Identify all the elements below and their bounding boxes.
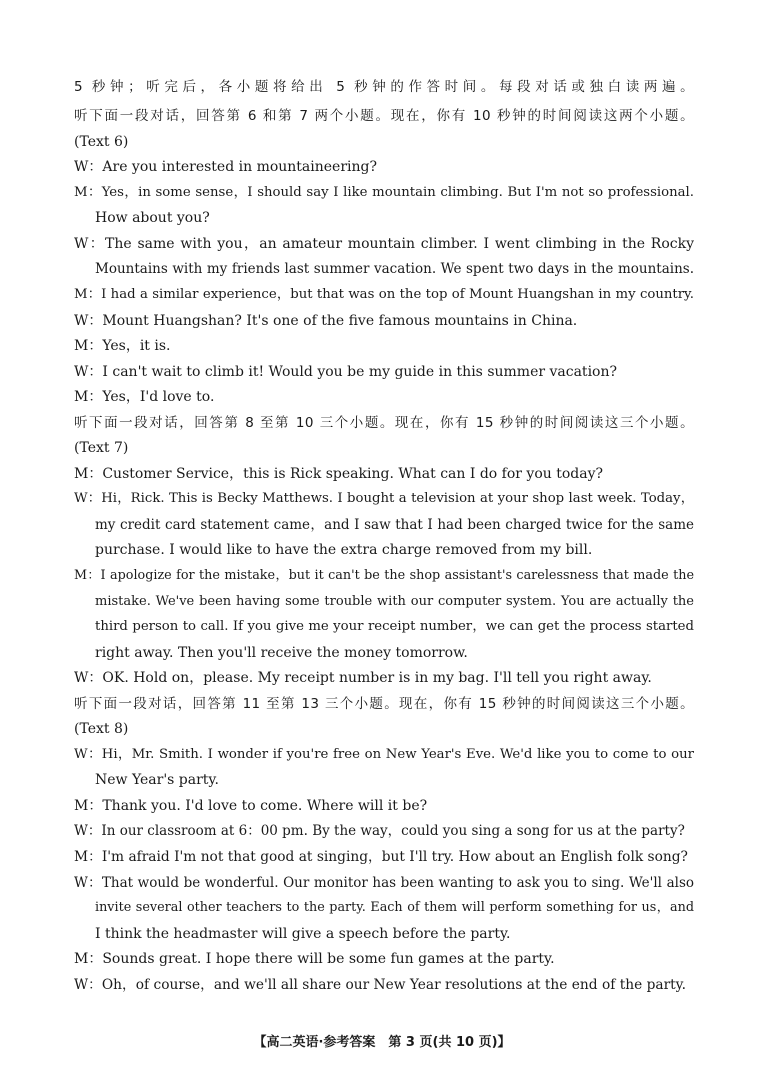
dialogue-line: Mountains with my friends last summer vacation. We spent two days in the mountains. xyxy=(95,261,694,277)
instruction-line: 听下面一段对话，回答第 8 至第 10 三个小题。现在，你有 15 秒钟的时间阅读这三个小题。 xyxy=(74,415,694,431)
dialogue-line: W：In our classroom at 6：00 pm. By the way，could you sing a song for us at the party? xyxy=(74,823,685,839)
dialogue-line: M：Sounds great. I hope there will be some fun games at the party. xyxy=(74,951,555,967)
section-label: (Text 8) xyxy=(74,721,129,737)
dialogue-line: M：Yes，I'd love to. xyxy=(74,389,215,405)
dialogue-line: W：I can't wait to climb it! Would you be my guide in this summer vacation? xyxy=(74,364,617,380)
dialogue-line: M：I'm afraid I'm not that good at singing，but I'll try. How about an English folk song? xyxy=(74,849,688,865)
dialogue-line: W：That would be wonderful. Our monitor has been wanting to ask you to sing. We'll also xyxy=(74,875,694,891)
instruction-line: 听下面一段对话，回答第 6 和第 7 两个小题。现在，你有 10 秒钟的时间阅读这两个小题。 xyxy=(74,108,694,124)
dialogue-line: M：Thank you. I'd love to come. Where will it be? xyxy=(74,798,428,814)
dialogue-line: W：The same with you，an amateur mountain climber. I went climbing in the Rocky xyxy=(74,236,694,252)
dialogue-line: M：Yes，in some sense，I should say I like mountain climbing. But I'm not so professional. xyxy=(74,185,694,200)
dialogue-line: W：Hi，Mr. Smith. I wonder if you're free on New Year's Eve. We'd like you to come to our xyxy=(74,747,694,762)
dialogue-line: How about you? xyxy=(95,210,210,226)
dialogue-line: purchase. I would like to have the extra charge removed from my bill. xyxy=(95,542,593,558)
dialogue-line: third person to call. If you give me your receipt number，we can get the process started xyxy=(95,619,694,634)
instruction-line: 5 秒钟；听完后，各小题将给出 5 秒钟的作答时间。每段对话或独白读两遍。 xyxy=(74,79,694,95)
dialogue-line: W：Oh，of course，and we'll all share our New Year resolutions at the end of the party. xyxy=(74,977,686,993)
dialogue-line: invite several other teachers to the party. Each of them will perform something for us，and xyxy=(95,900,694,915)
instruction-line: 听下面一段对话，回答第 11 至第 13 三个小题。现在，你有 15 秒钟的时间阅读这三个小题。 xyxy=(74,696,694,712)
dialogue-line: M：Yes，it is. xyxy=(74,338,171,354)
dialogue-line: W：Hi，Rick. This is Becky Matthews. I bought a television at your shop last week. Today， xyxy=(74,491,694,506)
dialogue-line: M：I had a similar experience，but that was on the top of Mount Huangshan in my country. xyxy=(74,287,694,302)
page-footer: 【高二英语·参考答案 第 3 页(共 10 页)】 xyxy=(253,1035,511,1050)
dialogue-line: I think the headmaster will give a speech before the party. xyxy=(95,926,511,942)
section-label: (Text 7) xyxy=(74,440,129,456)
dialogue-line: W：Mount Huangshan? It's one of the five famous mountains in China. xyxy=(74,313,578,329)
section-label: (Text 6) xyxy=(74,134,129,150)
dialogue-line: M：Customer Service，this is Rick speaking. What can I do for you today? xyxy=(74,466,604,482)
dialogue-line: W：Are you interested in mountaineering? xyxy=(74,159,377,175)
dialogue-line: right away. Then you'll receive the money tomorrow. xyxy=(95,645,468,661)
dialogue-line: mistake. We've been having some trouble with our computer system. You are actually the xyxy=(95,594,694,609)
dialogue-line: New Year's party. xyxy=(95,772,219,788)
dialogue-line: my credit card statement came，and I saw that I had been charged twice for the same xyxy=(95,517,694,533)
dialogue-line: M：I apologize for the mistake，but it can't be the shop assistant's carelessness that made the xyxy=(74,568,694,583)
dialogue-line: W：OK. Hold on，please. My receipt number is in my bag. I'll tell you right away. xyxy=(74,670,652,686)
